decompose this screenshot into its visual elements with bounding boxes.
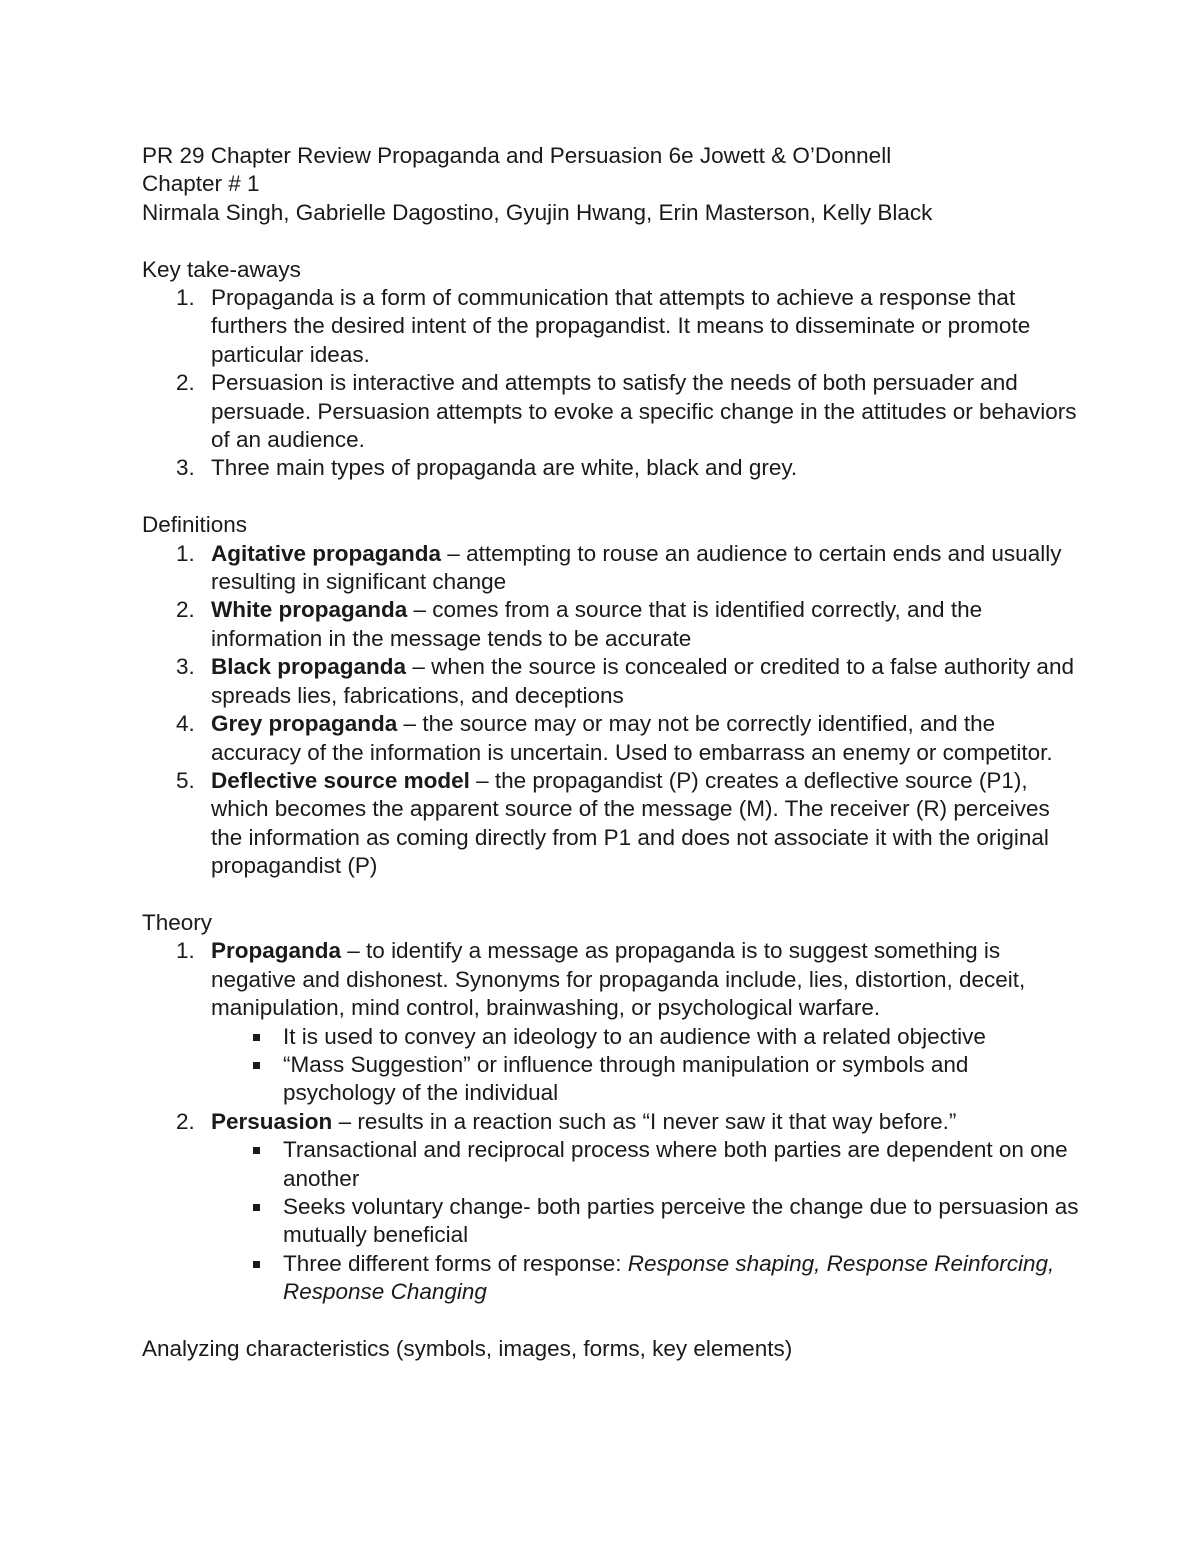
- list-number: 3.: [176, 455, 195, 481]
- document-page: [142, 142, 1082, 1363]
- chapter-number: Chapter # 1: [142, 171, 260, 197]
- takeaways-heading: Key take-aways: [142, 256, 301, 282]
- definition-text: – attempting to rouse an audience to certain ends and usually resulting in significant change: [211, 540, 1062, 595]
- bullet-list: [211, 1136, 1082, 1306]
- list-number: 5.: [176, 767, 195, 793]
- definition-term: White propaganda: [211, 597, 408, 623]
- list-item: [142, 937, 1082, 1107]
- theory-term: Propaganda: [211, 938, 342, 964]
- definition-term: Black propaganda: [211, 654, 407, 680]
- list-number: 2.: [176, 370, 195, 396]
- definition-term: Deflective source model: [211, 767, 470, 793]
- bullet-item: [211, 1136, 1082, 1193]
- list-number: 4.: [176, 711, 195, 737]
- theory-text: – results in a reaction such as “I never saw it that way before.”: [332, 1108, 957, 1134]
- spacer: [142, 227, 1082, 255]
- list-number: 2.: [176, 1108, 195, 1134]
- spacer: [142, 881, 1082, 909]
- definition-text: – comes from a source that is identified correctly, and the information in the message tends to be accurate: [211, 597, 983, 651]
- takeaways-list: [142, 284, 1082, 483]
- list-item: [142, 284, 1082, 369]
- definition-text: – the source may or may not be correctly identified, and the accuracy of the information is uncertain. Used to embarrass an enemy or competitor.: [211, 711, 1053, 765]
- spacer: [142, 1307, 1082, 1335]
- bullet-text: Seeks voluntary change- both parties perceive the change due to persuasion as mutually beneficial: [283, 1193, 1079, 1248]
- bullet-item: [211, 1250, 1082, 1307]
- list-item: [142, 369, 1082, 454]
- square-bullet-icon: [253, 1062, 260, 1069]
- list-item-text: Persuasion is interactive and attempts to satisfy the needs of both persuader and persuade. Persuasion attempts to evoke a specific change in the attitudes or behaviors of an audience.: [211, 370, 1077, 453]
- theory-heading: Theory: [142, 909, 213, 935]
- list-item-text: Three main types of propaganda are white, black and grey.: [211, 455, 798, 481]
- bullet-italic-text: Response shaping, Response Reinforcing, Response Changing: [283, 1250, 1055, 1305]
- list-number: 1.: [176, 938, 195, 964]
- definition-text: – when the source is concealed or credited to a false authority and spreads lies, fabrications, and deceptions: [211, 654, 1074, 708]
- bullet-text: “Mass Suggestion” or influence through manipulation or symbols and psychology of the individual: [283, 1051, 969, 1106]
- author-list: Nirmala Singh, Gabrielle Dagostino, Gyujin Hwang, Erin Masterson, Kelly Black: [142, 199, 933, 225]
- list-item: [142, 596, 1082, 653]
- bullet-text: Three different forms of response:: [283, 1250, 628, 1276]
- theory-term: Persuasion: [211, 1108, 333, 1134]
- list-item: [142, 653, 1082, 710]
- spacer: [142, 483, 1082, 511]
- definitions-heading: Definitions: [142, 512, 248, 538]
- bullet-text: Transactional and reciprocal process where both parties are dependent on one another: [283, 1137, 1068, 1191]
- list-number: 1.: [176, 540, 195, 566]
- bullet-list: [211, 1023, 1082, 1108]
- list-item-text: Propaganda is a form of communication that attempts to achieve a response that furthers the desired intent of the propagandist. It means to disseminate or promote particular ideas.: [211, 285, 1031, 367]
- definition-text: – the propagandist (P) creates a deflective source (P1), which becomes the apparent source of the message (M). The receiver (R) perceives the information as coming directly from P1 and does not associate it with the original propagandist (P): [211, 767, 1050, 879]
- bullet-item: [211, 1051, 1082, 1108]
- list-number: 3.: [176, 654, 195, 680]
- definitions-list: [142, 540, 1082, 881]
- square-bullet-icon: [253, 1204, 260, 1211]
- definition-term: Agitative propaganda: [211, 540, 442, 566]
- bullet-item: [211, 1023, 1082, 1051]
- theory-text: – to identify a message as propaganda is to suggest something is negative and dishonest. Synonyms for propaganda include, lies, distortion, deceit, manipulation, mind control, brainwashing, or psychological warfare.: [211, 938, 1026, 1021]
- square-bullet-icon: [253, 1147, 260, 1154]
- list-item: [142, 710, 1082, 767]
- list-item: [142, 1108, 1082, 1307]
- definition-term: Grey propaganda: [211, 711, 398, 737]
- bullet-item: [211, 1193, 1082, 1250]
- bullet-text: It is used to convey an ideology to an audience with a related objective: [283, 1023, 986, 1049]
- square-bullet-icon: [253, 1034, 260, 1041]
- list-item: [142, 767, 1082, 881]
- analyzing-heading: Analyzing characteristics (symbols, images, forms, key elements): [142, 1336, 793, 1361]
- list-number: 2.: [176, 597, 195, 623]
- theory-list: [142, 937, 1082, 1306]
- list-item: [142, 540, 1082, 597]
- list-number: 1.: [176, 285, 195, 311]
- square-bullet-icon: [253, 1261, 260, 1268]
- document-title: PR 29 Chapter Review Propaganda and Persuasion 6e Jowett & O’Donnell: [142, 143, 892, 168]
- list-item: [142, 454, 1082, 482]
